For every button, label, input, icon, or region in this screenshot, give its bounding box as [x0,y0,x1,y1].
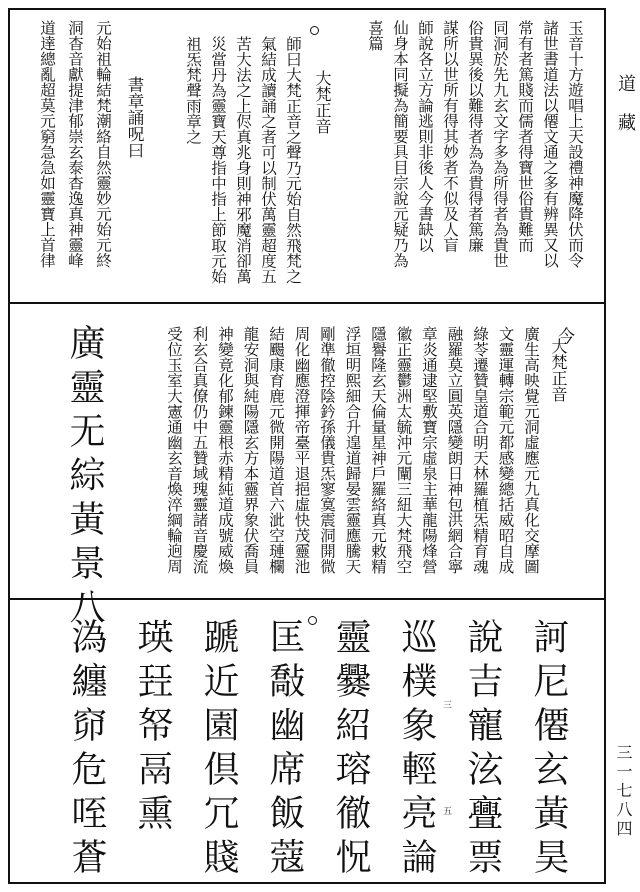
side-label-bottom: 藏 [615,113,636,131]
text-column: 常有者篤賤而儒者得寶世俗貴難而 [516,20,534,253]
seal-script-line: 廣靈无綜黃景八 [64,324,105,632]
circle-mark-bottom [308,616,317,625]
text-column: 龍安洞與純陽隱玄方本靈界象伏喬員 [241,326,260,574]
text-column: 苦大法之上侭真兆身則神邪魔消卻萬 [234,36,252,284]
top-title-block: 書章誦呪曰 [125,76,144,159]
text-column: 徽正靈鬱洲太毓沖元闡三紐大梵飛空 [394,326,413,574]
text-column: 仙身本同擬為簡要具目宗說元疑乃為 [391,20,409,268]
text-column: 祖炁梵聲雨章之 [184,36,202,145]
text-column: 謀所以世所有得其妙者不似及人盲 [441,20,459,253]
middle-section [10,304,604,632]
text-column: 氣結成讀誦之者可以制伏萬靈超度五 [259,36,277,284]
seal-column: 匡敽幽席飯蔻 [264,618,305,882]
seal-column: 瑛㠭帑鬲熏 [132,618,173,838]
page-number: 三一七八四 [614,744,633,839]
note-1: 三 [441,700,451,709]
top-section [10,10,604,300]
text-column: 周化幽應澄揮帝臺平退挹虛快茂靈池 [292,326,311,574]
text-column: 綠苓遷贊皇道合明天林羅植炁精育魂 [471,326,489,574]
text-column: 受位玉室大憲通幽玄音煥淬綱輪逈周 [165,326,183,574]
circle-mark-top [310,26,319,35]
text-column: 浮垣明熙細合升遑道歸晏雲靈應騰天 [343,326,362,574]
verse-column: 道達總亂超莫元窮急急如靈寶上首律 [38,20,56,268]
text-column: 師說各立方論逃則非後人今書缺以 [416,20,434,253]
text-column: 融羅莫立圓英隱變朗日神包洪網合寧 [445,326,464,574]
text-column: 同洞於先九玄文字多為所得者為貴世 [491,20,509,268]
text-column: 利玄合真僚仍中五贊域瑰靈諸音慶流 [190,326,209,574]
seal-column: 靈爨紹瑢徹怳 [330,618,371,882]
page-frame [8,8,606,884]
verse-column: 元始祖輪結梵潮絡自然靈妙元始元終 [94,20,112,268]
seal-column: 蹏近園倶冗賤 [198,618,239,882]
seal-column: 巡樸象輕亮論 [396,618,437,882]
top-heading: 大梵正音 [313,70,332,134]
seal-column: 訶尼僊玄黃昊 [528,618,569,882]
text-column: 諸世書道法以僊文通之多有辨異又以 [541,20,559,268]
text-column: 文靈運轉宗範元都感變總括威昭自成 [496,326,515,574]
bottom-section [10,600,604,884]
text-column: 災當丹為靈寶天尊指中指上節取元始 [209,36,227,284]
middle-heading: 大梵正音 [549,338,568,402]
verse-column: 洞杳音獻提津郁崇玄泰杳逸真神靈峰 [66,20,84,268]
section-marker: 今 [558,327,575,347]
text-column: 結颺康育鹿元微開陽道首六泚空璉欄 [267,326,285,574]
side-label-top: 道 [615,74,636,92]
text-column: 神變竟化郁鍊靈根赤精純道成號威煥 [216,326,234,574]
note-2: 五 [441,806,451,815]
text-column: 剛準徹控陰鈐孫儀貴炁寥寞震洞開微 [318,326,336,574]
seal-column: 說吉寵泫亹票 [462,618,503,882]
text-column: 玉音十方遊唱上天設禮神魔降伏而令 [566,20,584,268]
text-column: 隱譽隆玄天倫量星神戶羅絡真元敕精 [369,326,387,574]
seal-column: 溈纏窌危咥蒼 [66,618,107,882]
text-column: 喜篇 [366,20,384,51]
text-column: 章炎通逮堅敷寶宗虛泉主華龍陽烽營 [420,326,438,574]
text-column: 師曰大梵正音之聲乃元始自然飛梵之 [284,36,302,284]
text-column: 廣生高映覺元洞虛應元九真化交摩圖 [522,326,540,574]
text-column: 俗貴異後以難得者為為貴得者篤廉 [466,20,484,253]
